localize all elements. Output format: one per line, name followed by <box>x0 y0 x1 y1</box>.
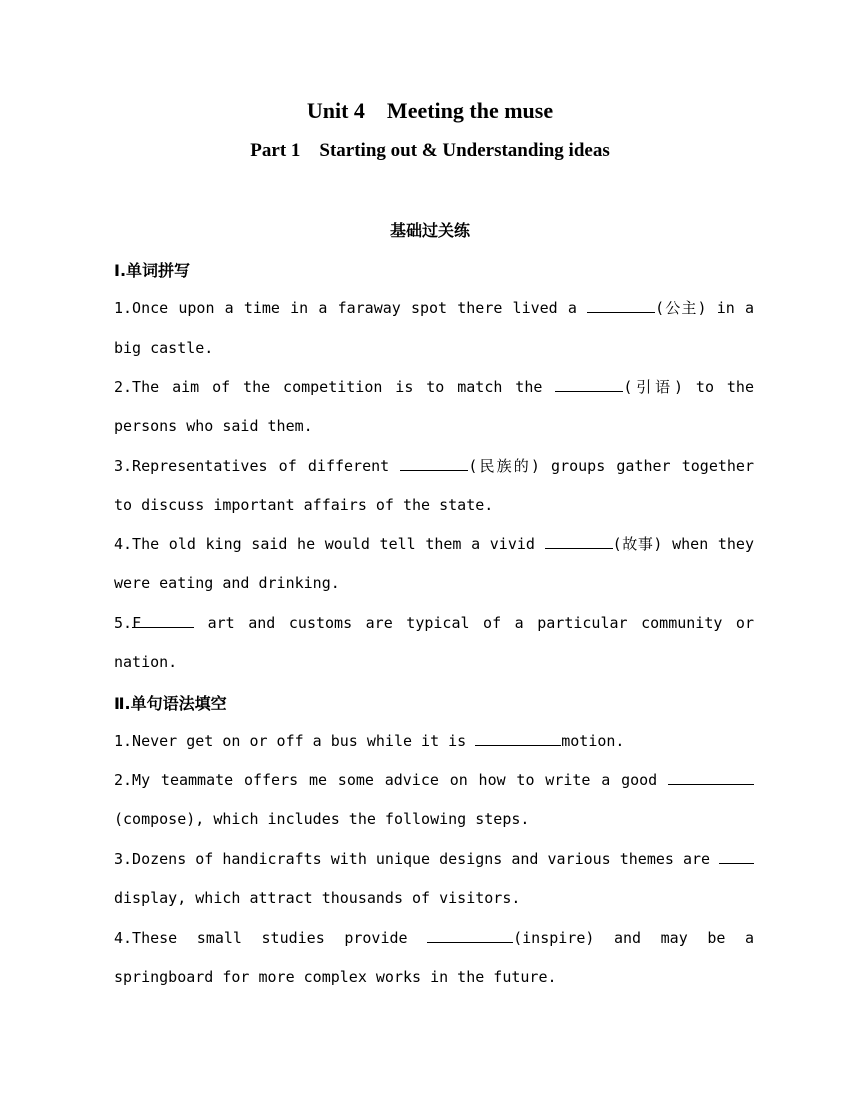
part1-item-1-line2: big castle. <box>114 339 214 357</box>
part1-item-4-line2: were eating and drinking. <box>114 574 340 592</box>
part2-item-3-line1: 3.Dozens of handicrafts with unique designs and various themes are <box>114 848 754 870</box>
answer-blank[interactable] <box>555 376 623 392</box>
section-title: 基础过关练 <box>389 221 470 240</box>
answer-blank[interactable] <box>668 769 754 785</box>
part1-heading: Ⅰ.单词拼写 <box>114 261 191 280</box>
answer-blank[interactable] <box>719 848 754 864</box>
part2-item-4-line1: 4.These small studies provide (inspire) and may be a <box>114 929 754 947</box>
answer-blank[interactable] <box>427 927 513 943</box>
part1-item-2-line1: 2.The aim of the competition is to match the (引语) to the <box>114 378 754 396</box>
answer-blank[interactable] <box>475 730 561 746</box>
part1-item-2-line2: persons who said them. <box>114 417 313 435</box>
part2-heading: Ⅱ.单句语法填空 <box>114 694 227 713</box>
part1-item-1-line1: 1.Once upon a time in a faraway spot there lived a (公主) in a <box>114 299 754 317</box>
part1-item-3-line1: 3.Representatives of different (民族的) groups gather together <box>114 457 754 475</box>
part2-item-3-line2: display, which attract thousands of visitors. <box>114 889 521 907</box>
answer-blank-with-letter[interactable]: F <box>132 612 194 628</box>
part1-item-5-line2: nation. <box>114 653 178 671</box>
part1-item-4-line1: 4.The old king said he would tell them a vivid (故事) when they <box>114 535 754 553</box>
part1-item-5-line1: 5.F art and customs are typical of a particular community or <box>114 614 754 632</box>
part2-item-1: 1.Never get on or off a bus while it is motion. <box>114 732 625 750</box>
part2-item-4-line2: springboard for more complex works in the future. <box>114 968 557 986</box>
part-title: Part 1 Starting out & Understanding ideas <box>250 140 610 161</box>
part2-item-2-line1: 2.My teammate offers me some advice on how to write a good <box>114 769 754 791</box>
unit-title: Unit 4 Meeting the muse <box>306 98 554 123</box>
answer-blank[interactable] <box>400 455 468 471</box>
answer-blank[interactable] <box>545 533 613 549</box>
part1-item-3-line2: to discuss important affairs of the state. <box>114 496 494 514</box>
part2-item-2-line2: (compose), which includes the following steps. <box>114 810 530 828</box>
answer-blank[interactable] <box>587 297 655 313</box>
